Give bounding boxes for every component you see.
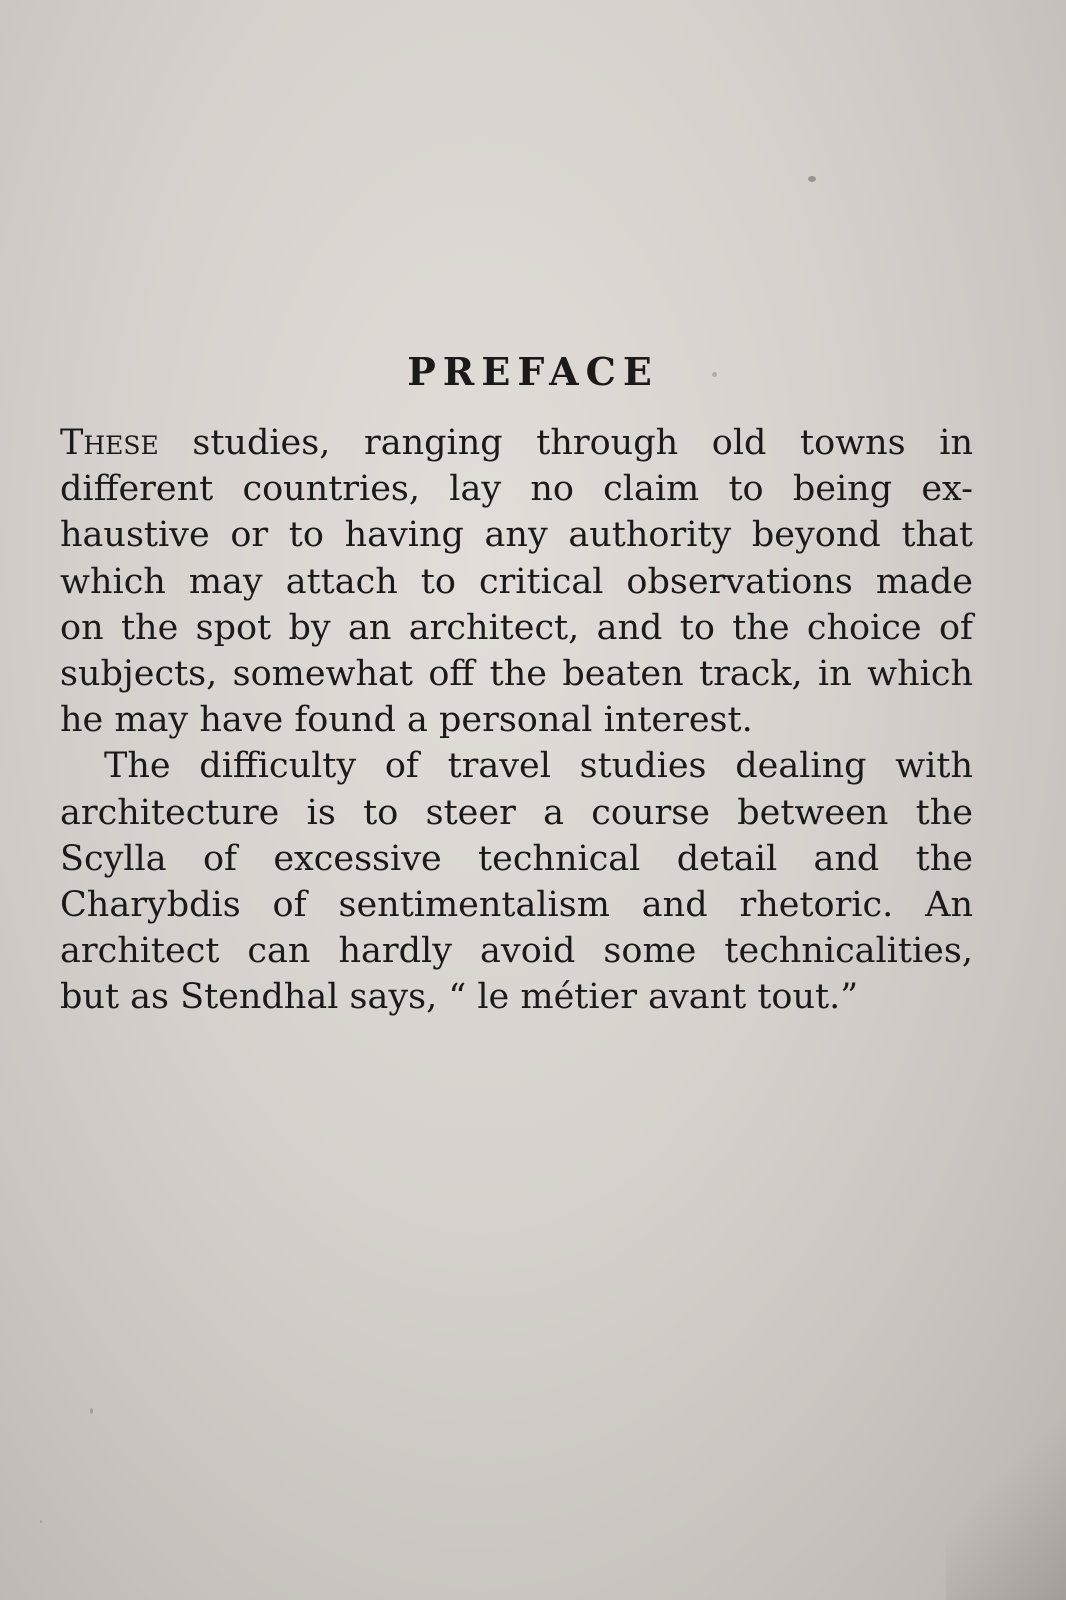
preface-body: [60, 420, 973, 1021]
text-line: which may attach to critical observations made: [60, 561, 973, 602]
text-line: but as Stendhal says, “ le métier avant tout.”: [60, 977, 859, 1018]
text-line: architect can hardly avoid some technicalities,: [60, 931, 973, 972]
text-line: different countries, lay no claim to being ex-: [60, 469, 973, 510]
lead-word: These: [60, 423, 159, 463]
page-title: PREFACE: [407, 349, 659, 394]
paragraph-1: [60, 420, 973, 743]
text-line: architecture is to steer a course between the: [60, 792, 973, 833]
corner-shadow: [946, 1400, 1066, 1600]
text-line: subjects, somewhat off the beaten track, in which: [60, 654, 973, 695]
text-line: he may have found a personal interest.: [60, 700, 753, 741]
text-line: haustive or to having any authority beyond that: [60, 515, 973, 556]
paper-speck: [90, 1408, 93, 1414]
text-line: Scylla of excessive technical detail and the: [60, 838, 973, 879]
text-line: [60, 420, 973, 466]
text-line: on the spot by an architect, and to the choice of: [60, 607, 973, 648]
paper-speck: [808, 176, 816, 182]
text-line: Charybdis of sentimentalism and rhetoric. An: [60, 885, 973, 926]
paper-speck: [40, 1520, 42, 1523]
text-line: The difficulty of travel studies dealing with: [104, 746, 973, 787]
paragraph-2: [60, 743, 973, 1020]
line-text: studies, ranging through old towns in: [158, 423, 973, 463]
